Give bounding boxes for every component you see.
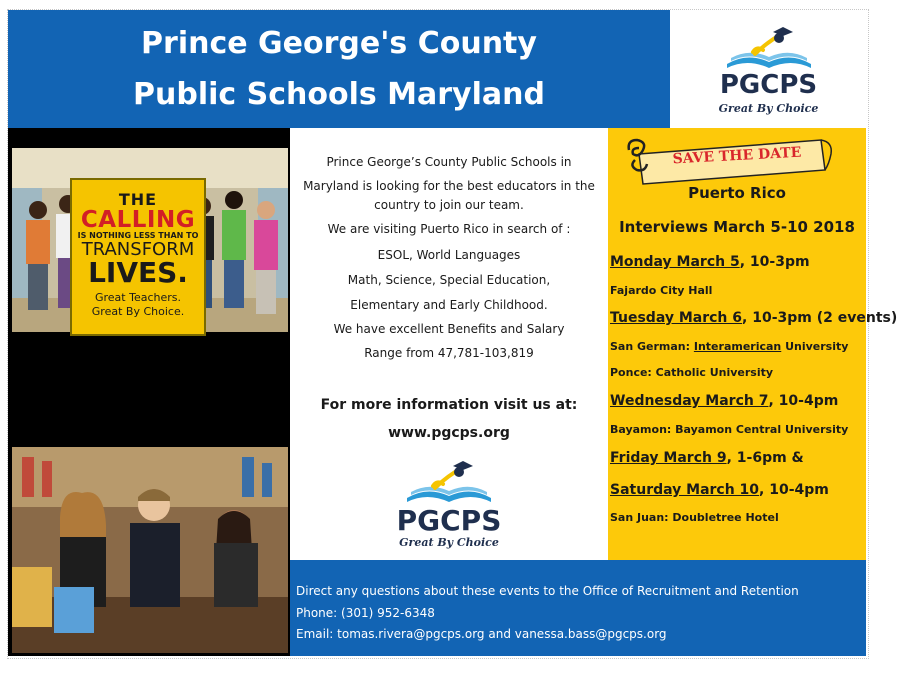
contact-footer — [290, 560, 866, 656]
educators-photo — [12, 447, 288, 653]
venue-wednesday: Bayamon: Bayamon Central University — [610, 423, 849, 436]
venue-underlined: Interamerican — [693, 340, 782, 353]
event-time: , 10-4pm — [759, 482, 829, 498]
header-banner — [8, 10, 670, 128]
poster-lives: LIVES. — [88, 256, 188, 289]
website-link[interactable]: www.pgcps.org — [388, 425, 510, 441]
salary-line: Range from 47,781-103,819 — [364, 346, 534, 360]
event-time: , 10-3pm (2 events) — [742, 310, 897, 326]
poster-transform: TRANSFORM — [81, 239, 195, 260]
venue-suffix: University — [781, 340, 849, 353]
logo-name: PGCPS — [396, 504, 502, 537]
subject-line: ESOL, World Languages — [377, 248, 521, 262]
event-monday — [610, 254, 810, 270]
book-graduate-icon — [402, 458, 496, 504]
venue-monday: Fajardo City Hall — [610, 284, 713, 297]
contact-note: Direct any questions about these events to the Office of Recruitment and Retention — [296, 584, 799, 598]
calling-poster — [70, 178, 206, 336]
contact-phone: Phone: (301) 952-6348 — [296, 606, 435, 620]
poster-nothing-less: IS NOTHING LESS THAN TO — [77, 231, 199, 240]
event-date: Wednesday March 7 — [610, 393, 769, 409]
event-tuesday — [610, 310, 897, 326]
save-the-date: SAVE THE DATE — [672, 144, 802, 168]
more-info-heading: For more information visit us at: — [320, 397, 578, 413]
logo-name: PGCPS — [719, 70, 818, 100]
contact-email[interactable]: Email: tomas.rivera@pgcps.org and vanessa.bass@pgcps.org — [296, 627, 667, 641]
logo-tagline: Great By Choice — [399, 536, 499, 549]
venue-friday-saturday: San Juan: Doubletree Hotel — [610, 511, 779, 524]
main-message — [290, 128, 608, 560]
header-title-line1: Prince George's County — [141, 26, 537, 61]
event-wednesday — [610, 393, 838, 409]
event-saturday — [610, 482, 829, 498]
message-line: We are visiting Puerto Rico in search of : — [327, 222, 571, 236]
subject-line: Math, Science, Special Education, — [347, 273, 551, 287]
header-title-line2: Public Schools Maryland — [133, 77, 545, 112]
event-date: Saturday March 10 — [610, 482, 760, 498]
pgcps-logo-top — [671, 10, 866, 128]
event-date: Tuesday March 6 — [610, 310, 743, 326]
poster-the: THE — [118, 190, 158, 209]
venue-tuesday-2: Ponce: Catholic University — [610, 366, 774, 379]
event-date: Friday March 9 — [610, 450, 727, 466]
message-line: Maryland is looking for the best educators in the — [303, 179, 595, 193]
subject-line: Elementary and Early Childhood. — [350, 298, 548, 312]
interviews-heading: Interviews March 5-10 2018 — [619, 218, 855, 236]
message-line: Prince George’s County Public Schools in — [326, 155, 572, 169]
event-time: , 1-6pm & — [726, 450, 804, 466]
book-graduate-icon — [723, 24, 815, 70]
event-friday — [610, 450, 804, 466]
schedule-panel — [608, 128, 897, 560]
logo-tagline: Great By Choice — [718, 102, 819, 115]
poster-great-by-choice: Great By Choice. — [91, 305, 185, 318]
message-line: country to join our team. — [374, 198, 524, 212]
event-time: , 10-4pm — [768, 393, 839, 409]
poster-calling: CALLING — [80, 207, 196, 233]
event-date: Monday March 5 — [610, 254, 740, 270]
venue-prefix: San German: — [610, 340, 694, 353]
poster-great-teachers: Great Teachers. — [94, 291, 182, 304]
event-time: , 10-3pm — [739, 254, 810, 270]
benefits-line: We have excellent Benefits and Salary — [333, 322, 565, 336]
venue-tuesday-1 — [610, 340, 848, 353]
location-heading: Puerto Rico — [688, 184, 786, 202]
